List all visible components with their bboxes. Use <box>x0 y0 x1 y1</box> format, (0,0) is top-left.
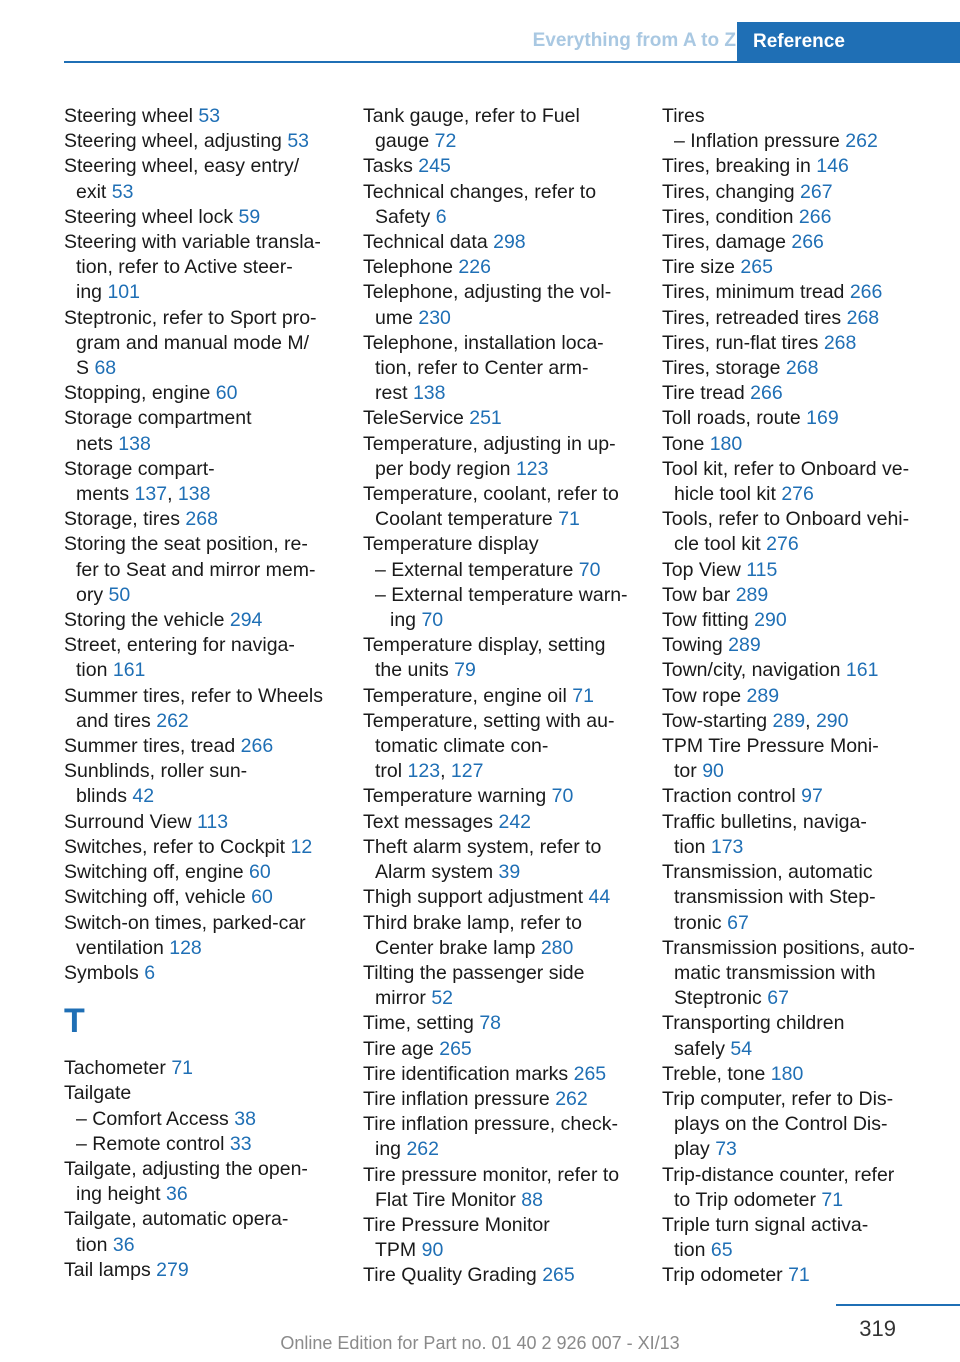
page-link[interactable]: 78 <box>479 1012 502 1035</box>
index-entry <box>662 1163 934 1213</box>
index-entry <box>363 255 635 280</box>
index-entry <box>662 230 934 255</box>
page-link[interactable]: 268 <box>785 357 819 380</box>
index-entry <box>363 1011 635 1036</box>
entry-text: Steering wheel, adjusting <box>64 130 288 153</box>
index-entry <box>662 180 934 205</box>
index-entry <box>64 734 336 759</box>
index-entry <box>662 457 934 507</box>
entry-text: Telephone, adjusting the vol- ume <box>363 281 612 329</box>
page-link[interactable]: 245 <box>418 155 451 178</box>
entry-text: Traction control <box>662 785 802 808</box>
entry-text: Temperature, setting with au- tomatic climate con- trol <box>363 709 615 783</box>
index-entry <box>662 280 934 305</box>
page-link[interactable]: 294 <box>229 609 263 632</box>
page-link[interactable]: 36 <box>166 1183 188 1206</box>
index-entry <box>64 608 336 633</box>
entry-text: Tilting the passenger side mirror <box>363 961 585 1010</box>
page-link[interactable]: 276 <box>766 533 799 556</box>
entry-text: Stopping, engine <box>64 382 216 405</box>
index-entry <box>662 1062 934 1087</box>
index-entry <box>363 885 635 910</box>
page-link[interactable]: 38 <box>234 1107 256 1130</box>
entry-text: Transporting children safely <box>662 1012 845 1060</box>
index-entry <box>363 911 635 961</box>
index-entry <box>64 230 336 306</box>
entry-text: Summer tires, tread <box>64 735 241 758</box>
index-entry <box>64 1157 336 1207</box>
entry-text: Switches, refer to Cockpit <box>64 835 291 858</box>
index-entry <box>64 457 336 507</box>
entry-text: Tires, condition <box>662 205 799 228</box>
entry-text: Storage compart- ments <box>64 457 215 506</box>
entry-text: Tow rope <box>662 684 747 707</box>
index-entry <box>64 104 336 129</box>
reference-tab: Reference <box>737 22 960 62</box>
page-link[interactable]: 226 <box>458 256 491 279</box>
index-entry <box>363 280 635 330</box>
page-link[interactable]: 6 <box>144 961 156 984</box>
index-entry <box>363 154 635 179</box>
index-entry <box>363 1263 635 1288</box>
entry-text: TeleService <box>363 407 470 430</box>
entry-text: Time, setting <box>363 1012 480 1035</box>
entry-text: Tire identification marks <box>363 1062 574 1085</box>
page-link[interactable]: 72 <box>434 130 457 153</box>
entry-text: Telephone, installation loca- tion, refer to Center arm- rest <box>363 331 604 405</box>
entry-text: Tone <box>662 432 710 455</box>
index-entry <box>662 381 934 406</box>
page-link[interactable]: 262 <box>406 1138 439 1161</box>
index-column-3 <box>662 104 934 1289</box>
entry-text: Tires, run-flat tires <box>662 331 824 354</box>
page-link[interactable]: 289 <box>735 583 769 606</box>
page-link[interactable]: 115 <box>746 558 778 581</box>
entry-text: Storage compartment nets <box>64 407 252 455</box>
entry-text: Symbols <box>64 961 145 984</box>
index-entry <box>64 759 336 809</box>
index-entry <box>363 684 635 709</box>
page-link[interactable]: 44 <box>588 886 611 909</box>
index-entry <box>363 180 635 230</box>
page-link[interactable]: 137 <box>134 483 168 506</box>
index-entry <box>662 709 934 734</box>
index-entry <box>363 1062 635 1087</box>
index-entry <box>662 104 934 129</box>
index-entry <box>363 432 635 482</box>
page-link[interactable]: 71 <box>788 1264 810 1287</box>
page-link[interactable]: 36 <box>112 1233 135 1256</box>
entry-text: Steering wheel, easy entry/ exit <box>64 155 300 203</box>
entry-text: Surround View <box>64 810 197 833</box>
entry-text: Triple turn signal activa- tion <box>662 1213 869 1262</box>
entry-text: Technical data <box>363 231 494 254</box>
index-entry <box>64 381 336 406</box>
page-link[interactable]: 265 <box>439 1037 472 1060</box>
page-link[interactable]: 127 <box>450 760 484 783</box>
page-link[interactable]: 60 <box>249 861 271 884</box>
index-entry <box>662 1213 934 1263</box>
index-entry <box>662 205 934 230</box>
entry-text: Tire inflation pressure, check- ing <box>363 1113 619 1161</box>
page-link[interactable]: 262 <box>555 1087 588 1110</box>
entry-text: Tire inflation pressure <box>363 1087 556 1110</box>
page-link[interactable]: 161 <box>845 659 879 682</box>
page-link[interactable]: 71 <box>572 684 594 707</box>
page-link[interactable]: 279 <box>156 1258 189 1281</box>
index-entry <box>662 608 934 633</box>
index-entry <box>64 406 336 456</box>
section-title: Everything from A to Z <box>532 30 736 51</box>
index-subentry <box>64 1107 336 1132</box>
page-link[interactable]: 242 <box>498 810 532 833</box>
index-entry <box>64 1081 336 1106</box>
entry-text: Transmission, automatic transmission with Step- tronic <box>662 861 876 934</box>
index-entry <box>662 860 934 936</box>
page-separator: , <box>440 760 451 783</box>
page-link[interactable]: 90 <box>702 760 724 783</box>
index-column-1 <box>64 104 336 1283</box>
page-link[interactable]: 54 <box>730 1037 753 1060</box>
index-entry <box>64 154 336 204</box>
entry-text: Tires, minimum tread <box>662 281 850 304</box>
index-entry <box>64 885 336 910</box>
page-link[interactable]: 146 <box>816 155 849 178</box>
index-entry <box>64 633 336 683</box>
index-entry <box>662 583 934 608</box>
page-link[interactable]: 123 <box>407 760 441 783</box>
index-entry <box>662 154 934 179</box>
page-link[interactable]: 60 <box>251 886 273 909</box>
index-entry <box>64 1056 336 1081</box>
page-link[interactable]: 53 <box>198 105 221 127</box>
entry-text: Switching off, engine <box>64 861 250 884</box>
page-link[interactable]: 52 <box>431 987 454 1010</box>
page-link[interactable]: 267 <box>800 180 833 203</box>
index-entry <box>662 507 934 557</box>
entry-text: TPM Tire Pressure Moni- tor <box>662 735 879 783</box>
index-entry <box>662 1263 934 1288</box>
entry-text: Temperature display <box>363 533 539 556</box>
page-link[interactable]: 97 <box>801 785 823 808</box>
index-entry <box>363 961 635 1011</box>
page-link[interactable]: 289 <box>746 684 780 707</box>
page-link[interactable]: 123 <box>515 457 549 480</box>
entry-text: Tires, breaking in <box>662 155 817 178</box>
entry-text: Tailgate <box>64 1082 132 1105</box>
entry-text: Towing <box>662 634 729 657</box>
page-link[interactable]: 113 <box>196 810 229 833</box>
entry-text: Temperature, adjusting in up- per body region <box>363 432 616 480</box>
page-link[interactable]: 262 <box>845 130 878 153</box>
entry-text: Third brake lamp, refer to Center brake lamp <box>363 911 582 959</box>
index-entry <box>363 1037 635 1062</box>
page-link[interactable]: 53 <box>111 180 134 203</box>
index-entry <box>662 356 934 381</box>
entry-text: Tires, damage <box>662 231 792 254</box>
page-link[interactable]: 180 <box>709 432 743 455</box>
page-link[interactable]: 70 <box>578 558 601 581</box>
entry-text: Toll roads, route <box>662 407 807 430</box>
entry-text: – Remote control <box>76 1132 230 1155</box>
entry-text: Temperature, coolant, refer to Coolant temperature <box>363 483 619 531</box>
entry-text: Switching off, vehicle <box>64 886 252 909</box>
entry-text: – Inflation pressure <box>674 130 846 153</box>
page-link[interactable]: 50 <box>108 583 131 606</box>
page-link[interactable]: 290 <box>754 609 787 632</box>
index-entry <box>363 784 635 809</box>
index-entry <box>64 1258 336 1283</box>
page-link[interactable]: 280 <box>540 936 574 959</box>
entry-text: Steptronic, refer to Sport pro- gram and manual mode M/ S <box>64 306 317 380</box>
index-entry <box>662 936 934 1012</box>
entry-text: Tools, refer to Onboard vehi- cle tool kit <box>662 508 910 556</box>
entry-text: Trip-distance counter, refer to Trip odometer <box>662 1163 895 1211</box>
entry-text: Telephone <box>363 256 459 279</box>
entry-text: Tailgate, adjusting the open- ing height <box>64 1157 308 1206</box>
page-link[interactable]: 289 <box>728 634 761 657</box>
entry-text: Tailgate, automatic opera- tion <box>64 1208 289 1256</box>
index-entry <box>64 684 336 734</box>
entry-text: Tire Pressure Monitor TPM <box>363 1213 550 1262</box>
page-link[interactable]: 169 <box>806 407 839 430</box>
entry-text: Town/city, navigation <box>662 659 846 682</box>
page-link[interactable]: 70 <box>551 785 574 808</box>
page-link[interactable]: 289 <box>772 709 806 732</box>
index-entry <box>363 835 635 885</box>
page-link[interactable]: 266 <box>849 281 883 304</box>
page-link[interactable]: 265 <box>740 256 773 279</box>
index-entry <box>64 810 336 835</box>
index-entry <box>64 306 336 382</box>
page-link[interactable]: 230 <box>418 306 451 329</box>
entry-text: Summer tires, refer to Wheels and tires <box>64 684 323 732</box>
entry-text: Tire tread <box>662 382 751 405</box>
page-link[interactable]: 161 <box>112 659 146 682</box>
entry-text: Tire Quality Grading <box>363 1264 543 1287</box>
entry-text: Tires, retreaded tires <box>662 306 847 329</box>
page-link[interactable]: 42 <box>132 785 155 808</box>
entry-text: Traffic bulletins, naviga- tion <box>662 810 867 858</box>
page-link[interactable]: 65 <box>710 1239 733 1262</box>
entry-text: Tire pressure monitor, refer to Flat Tire Monitor <box>363 1163 620 1211</box>
entry-text: Treble, tone <box>662 1062 771 1085</box>
footer-edition: Online Edition for Part no. 01 40 2 926 007 - XI/13 <box>280 1333 680 1353</box>
entry-text: – External temperature <box>375 558 579 581</box>
index-entry <box>64 835 336 860</box>
entry-text: Steering wheel <box>64 105 199 127</box>
index-entry <box>662 784 934 809</box>
index-entry <box>64 911 336 961</box>
page-link[interactable]: 138 <box>412 382 446 405</box>
entry-text: Tires <box>662 105 705 127</box>
page-link[interactable]: 67 <box>767 987 789 1010</box>
index-entry <box>64 532 336 608</box>
index-entry <box>363 406 635 431</box>
page-link[interactable]: 33 <box>229 1132 252 1155</box>
page-link[interactable]: 71 <box>558 508 580 531</box>
index-entry <box>363 104 635 154</box>
index-entry <box>64 205 336 230</box>
entry-text: Temperature display, setting the units <box>363 634 606 682</box>
page-link[interactable]: 39 <box>498 861 521 884</box>
index-entry <box>662 255 934 280</box>
index-entry <box>662 734 934 784</box>
header-divider <box>64 61 960 63</box>
page-link[interactable]: 266 <box>791 231 824 254</box>
index-entry <box>662 658 934 683</box>
page-link[interactable]: 298 <box>493 231 526 254</box>
index-entry <box>363 709 635 785</box>
entry-text: Storing the seat position, re- fer to Seat and mirror mem- ory <box>64 533 316 606</box>
page-link[interactable]: 101 <box>107 281 140 304</box>
index-entry <box>363 810 635 835</box>
page-link[interactable]: 138 <box>118 432 151 455</box>
page-link[interactable]: 251 <box>469 407 502 430</box>
page-link[interactable]: 180 <box>770 1062 804 1085</box>
entry-text: Tachometer <box>64 1057 172 1080</box>
entry-text: – Comfort Access <box>76 1107 235 1130</box>
entry-text: Tire size <box>662 256 741 279</box>
page-link[interactable]: 70 <box>421 609 444 632</box>
page-link[interactable]: 265 <box>542 1264 575 1287</box>
index-entry <box>662 1087 934 1163</box>
index-entry <box>363 1112 635 1162</box>
page-link[interactable]: 79 <box>454 659 476 682</box>
entry-text: Tow-starting <box>662 709 773 732</box>
entry-text: Tool kit, refer to Onboard ve- hicle tool kit <box>662 457 910 506</box>
page-separator: , <box>805 709 816 732</box>
index-entry <box>64 1207 336 1257</box>
entry-text: Transmission positions, auto- matic transmission with Steptronic <box>662 936 915 1010</box>
page-link[interactable]: 290 <box>815 709 849 732</box>
page-link[interactable]: 266 <box>240 735 274 758</box>
page-number: 319 <box>859 1316 896 1341</box>
page-link[interactable]: 128 <box>169 936 202 959</box>
page-link[interactable]: 266 <box>798 205 832 228</box>
index-entry <box>363 633 635 683</box>
index-entry <box>662 432 934 457</box>
page-link[interactable]: 90 <box>421 1239 444 1262</box>
entry-text: Tires, storage <box>662 357 786 380</box>
page-link[interactable]: 276 <box>781 483 814 506</box>
page-link[interactable]: 88 <box>521 1188 543 1211</box>
entry-text: Technical changes, refer to Safety <box>363 180 597 228</box>
entry-text: Thigh support adjustment <box>363 886 589 909</box>
index-entry <box>662 810 934 860</box>
index-subentry <box>662 129 934 154</box>
index-entry <box>662 558 934 583</box>
entry-text: Tasks <box>363 155 419 178</box>
index-entry <box>64 129 336 154</box>
index-entry <box>662 331 934 356</box>
index-entry <box>363 230 635 255</box>
index-entry <box>64 860 336 885</box>
page-number-divider <box>836 1304 960 1306</box>
entry-text: Switch-on times, parked-car ventilation <box>64 911 306 959</box>
page-link[interactable]: 6 <box>435 205 447 228</box>
page-link[interactable]: 59 <box>238 205 261 228</box>
entry-text: Top View <box>662 558 747 581</box>
entry-text: Text messages <box>363 810 499 833</box>
page-link[interactable]: 73 <box>715 1138 737 1161</box>
entry-text: Temperature, engine oil <box>363 684 573 707</box>
entry-text: Street, entering for naviga- tion <box>64 634 295 682</box>
index-entry <box>363 331 635 407</box>
index-column-2 <box>363 104 635 1289</box>
page-link[interactable]: 68 <box>94 357 117 380</box>
page-link[interactable]: 60 <box>215 382 238 405</box>
index-entry <box>662 406 934 431</box>
page-link[interactable]: 265 <box>573 1062 607 1085</box>
entry-text: Temperature warning <box>363 785 552 808</box>
page-link[interactable]: 71 <box>171 1057 194 1080</box>
entry-text: Sunblinds, roller sun- blinds <box>64 760 248 808</box>
entry-text: Tires, changing <box>662 180 801 203</box>
page-link[interactable]: 268 <box>823 331 857 354</box>
entry-text: Storing the vehicle <box>64 609 230 632</box>
index-subentry <box>363 583 635 633</box>
page-link[interactable]: 268 <box>846 306 880 329</box>
index-entry <box>363 1163 635 1213</box>
page-link[interactable]: 12 <box>290 835 313 858</box>
entry-text: Trip odometer <box>662 1264 789 1287</box>
page-link[interactable]: 268 <box>185 508 218 531</box>
page-link[interactable]: 67 <box>727 911 749 934</box>
page-link[interactable]: 71 <box>821 1188 844 1211</box>
index-subentry <box>363 558 635 583</box>
entry-text: Tow bar <box>662 583 736 606</box>
entry-text: Storage, tires <box>64 508 186 531</box>
index-entry <box>363 532 635 557</box>
entry-text: Tire age <box>363 1037 440 1060</box>
page-link[interactable]: 138 <box>177 483 211 506</box>
entry-text: Trip computer, refer to Dis- plays on the Control Dis- play <box>662 1087 894 1161</box>
entry-text: Steering with variable transla- tion, refer to Active steer- ing <box>64 231 321 304</box>
page-link[interactable]: 53 <box>287 130 310 153</box>
entry-text: Tail lamps <box>64 1258 157 1281</box>
entry-text: Tow fitting <box>662 609 755 632</box>
index-entry <box>662 306 934 331</box>
index-entry <box>64 961 336 986</box>
index-entry <box>363 482 635 532</box>
index-entry <box>363 1213 635 1263</box>
entry-text: Theft alarm system, refer to Alarm system <box>363 835 602 884</box>
index-entry <box>662 633 934 658</box>
index-subentry <box>64 1132 336 1157</box>
page-link[interactable]: 266 <box>750 382 783 405</box>
section-letter: T <box>64 1002 85 1041</box>
index-entry <box>662 684 934 709</box>
index-entry <box>64 507 336 532</box>
entry-text: Steering wheel lock <box>64 205 239 228</box>
index-entry <box>363 1087 635 1112</box>
entry-text: Tank gauge, refer to Fuel gauge <box>363 105 580 153</box>
page-link[interactable]: 262 <box>156 709 189 732</box>
index-entry <box>662 1011 934 1061</box>
entry-text: – External temperature warn- ing <box>375 583 628 632</box>
page-separator: , <box>167 483 178 506</box>
page-link[interactable]: 173 <box>710 835 744 858</box>
